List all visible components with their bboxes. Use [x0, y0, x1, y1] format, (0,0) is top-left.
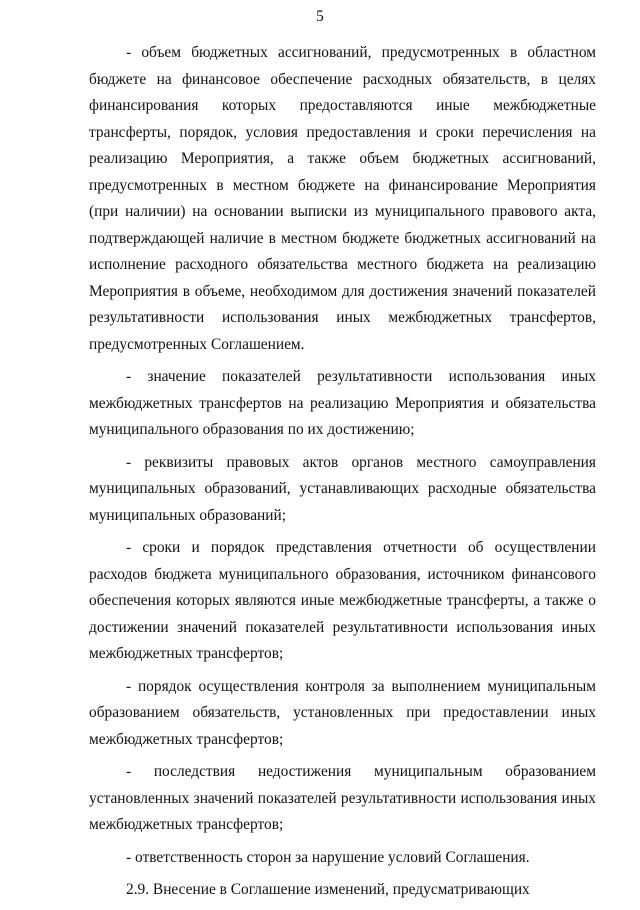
- paragraph-amendments: 2.9. Внесение в Соглашение изменений, предусматривающих: [126, 881, 530, 898]
- paragraph-performance-indicators: - значение показателей результативности использования иных межбюджетных трансфертов на реализацию Мероприятия и обязательства муниципального образования по их достижению;: [89, 368, 596, 438]
- paragraph-consequences: - последствия недостижения муниципальным образованием установленных значений показателей результативности использования иных межбюджетных трансфертов;: [89, 763, 596, 833]
- paragraph-legal-acts: - реквизиты правовых актов органов местного самоуправления муниципальных образований, устанавливающих расходные обязательства муниципальных образований;: [89, 453, 596, 524]
- paragraph-reporting-terms: - сроки и порядок представления отчетности об осуществлении расходов бюджета муниципального образования, источником финансового обеспечения которых являются иные межбюджетные трансферты, а также о достижении значений показателей результативности использования иных межбюджетных трансфертов;: [89, 539, 596, 662]
- paragraph-control-procedure: - порядок осуществления контроля за выполнением муниципальным образованием обязательств, установленных при предоставлении иных межбюджетных трансфертов;: [89, 677, 596, 748]
- document-body: [89, 40, 596, 910]
- paragraph-budget-allocations: - объем бюджетных ассигнований, предусмотренных в областном бюджете на финансовое обеспечение расходных обязательств, в целях финансирования которых предоставляются иные межбюджетные трансферты, порядок, условия предоставления и сроки перечисления на реализацию Мероприятия, а также объем бюджетных ассигнований, предусмотренных в местном бюджете на финансирование Мероприятия (при наличии) на основании выписки из муниципального правового акта, подтверждающей наличие в местном бюджете бюджетных ассигнований на исполнение расходного обязательства местного бюджета на реализацию Мероприятия в объеме, необходимом для достижения значений показателей результативности использования иных межбюджетных трансфертов, предусмотренных Соглашением.: [89, 44, 596, 353]
- page-number: 5: [316, 8, 324, 25]
- paragraph-liability: - ответственность сторон за нарушение условий Соглашения.: [126, 848, 530, 866]
